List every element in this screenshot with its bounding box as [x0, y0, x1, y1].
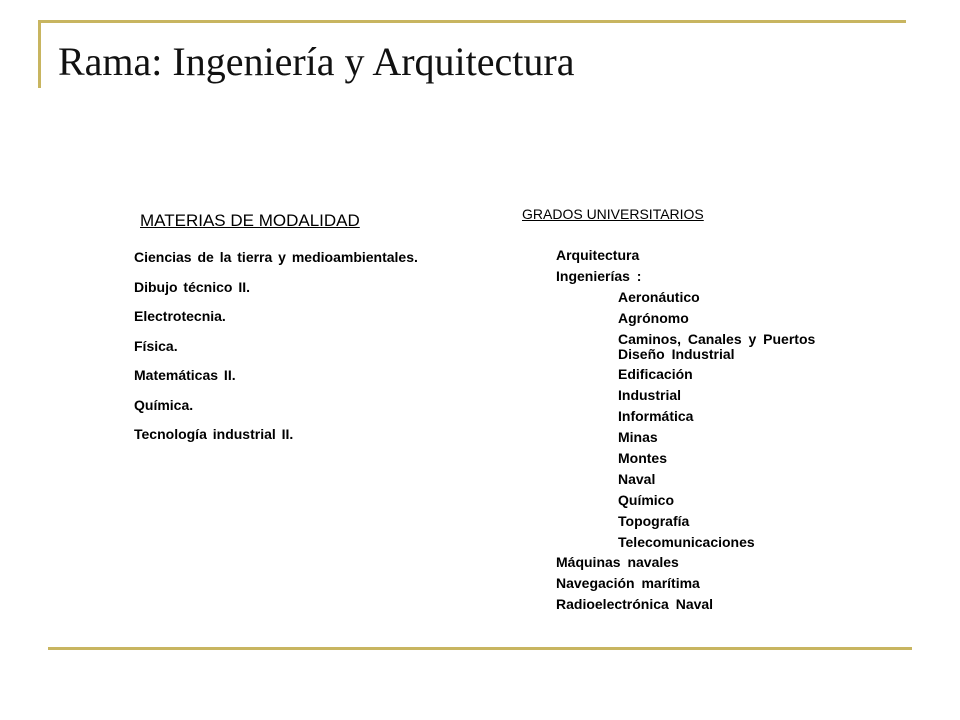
materia-item: Dibujo técnico II.	[134, 278, 251, 295]
ingenieria-item: Telecomunicaciones	[618, 533, 755, 550]
grado-item: Radioelectrónica Naval	[556, 596, 714, 613]
grado-item: Navegación marítima	[556, 575, 700, 592]
grado-item: Máquinas navales	[556, 554, 679, 571]
ingenieria-item: Topografía	[618, 512, 690, 529]
ingenieria-item: Edificación	[618, 366, 693, 383]
grados-list	[556, 246, 815, 616]
ingenieria-item: Caminos, Canales y Puertos	[618, 330, 816, 347]
ingenieria-item: Diseño Industrial	[618, 345, 735, 362]
materia-item: Ciencias de la tierra y medioambientales.	[134, 249, 418, 265]
ingenieria-item: Químico	[618, 491, 675, 508]
materia-item: Matemáticas II.	[134, 367, 236, 383]
grados-heading: GRADOS UNIVERSITARIOS	[522, 206, 704, 222]
ingenieria-item: Informática	[618, 408, 694, 425]
materia-item: Química.	[134, 396, 194, 413]
grado-item: Arquitectura	[556, 247, 640, 263]
ingenieria-item: Naval	[618, 470, 656, 487]
grado-item: Ingenierías :	[556, 267, 642, 284]
ingenieria-item: Aeronáutico	[618, 288, 700, 305]
materia-item: Tecnología industrial II.	[134, 426, 294, 442]
ingenieria-item: Agrónomo	[618, 309, 689, 326]
materia-item: Física.	[134, 337, 178, 354]
ingenieria-item: Industrial	[618, 387, 682, 404]
bottom-divider	[48, 647, 912, 650]
left-accent-bar	[38, 20, 41, 88]
materias-list	[134, 247, 418, 454]
top-divider	[38, 20, 906, 23]
ingenieria-item: Montes	[618, 450, 667, 467]
ingenieria-item: Minas	[618, 429, 658, 446]
slide-title: Rama: Ingeniería y Arquitectura	[58, 39, 575, 84]
materias-heading: MATERIAS DE MODALIDAD	[140, 211, 360, 230]
materia-item: Electrotecnia.	[134, 308, 226, 324]
